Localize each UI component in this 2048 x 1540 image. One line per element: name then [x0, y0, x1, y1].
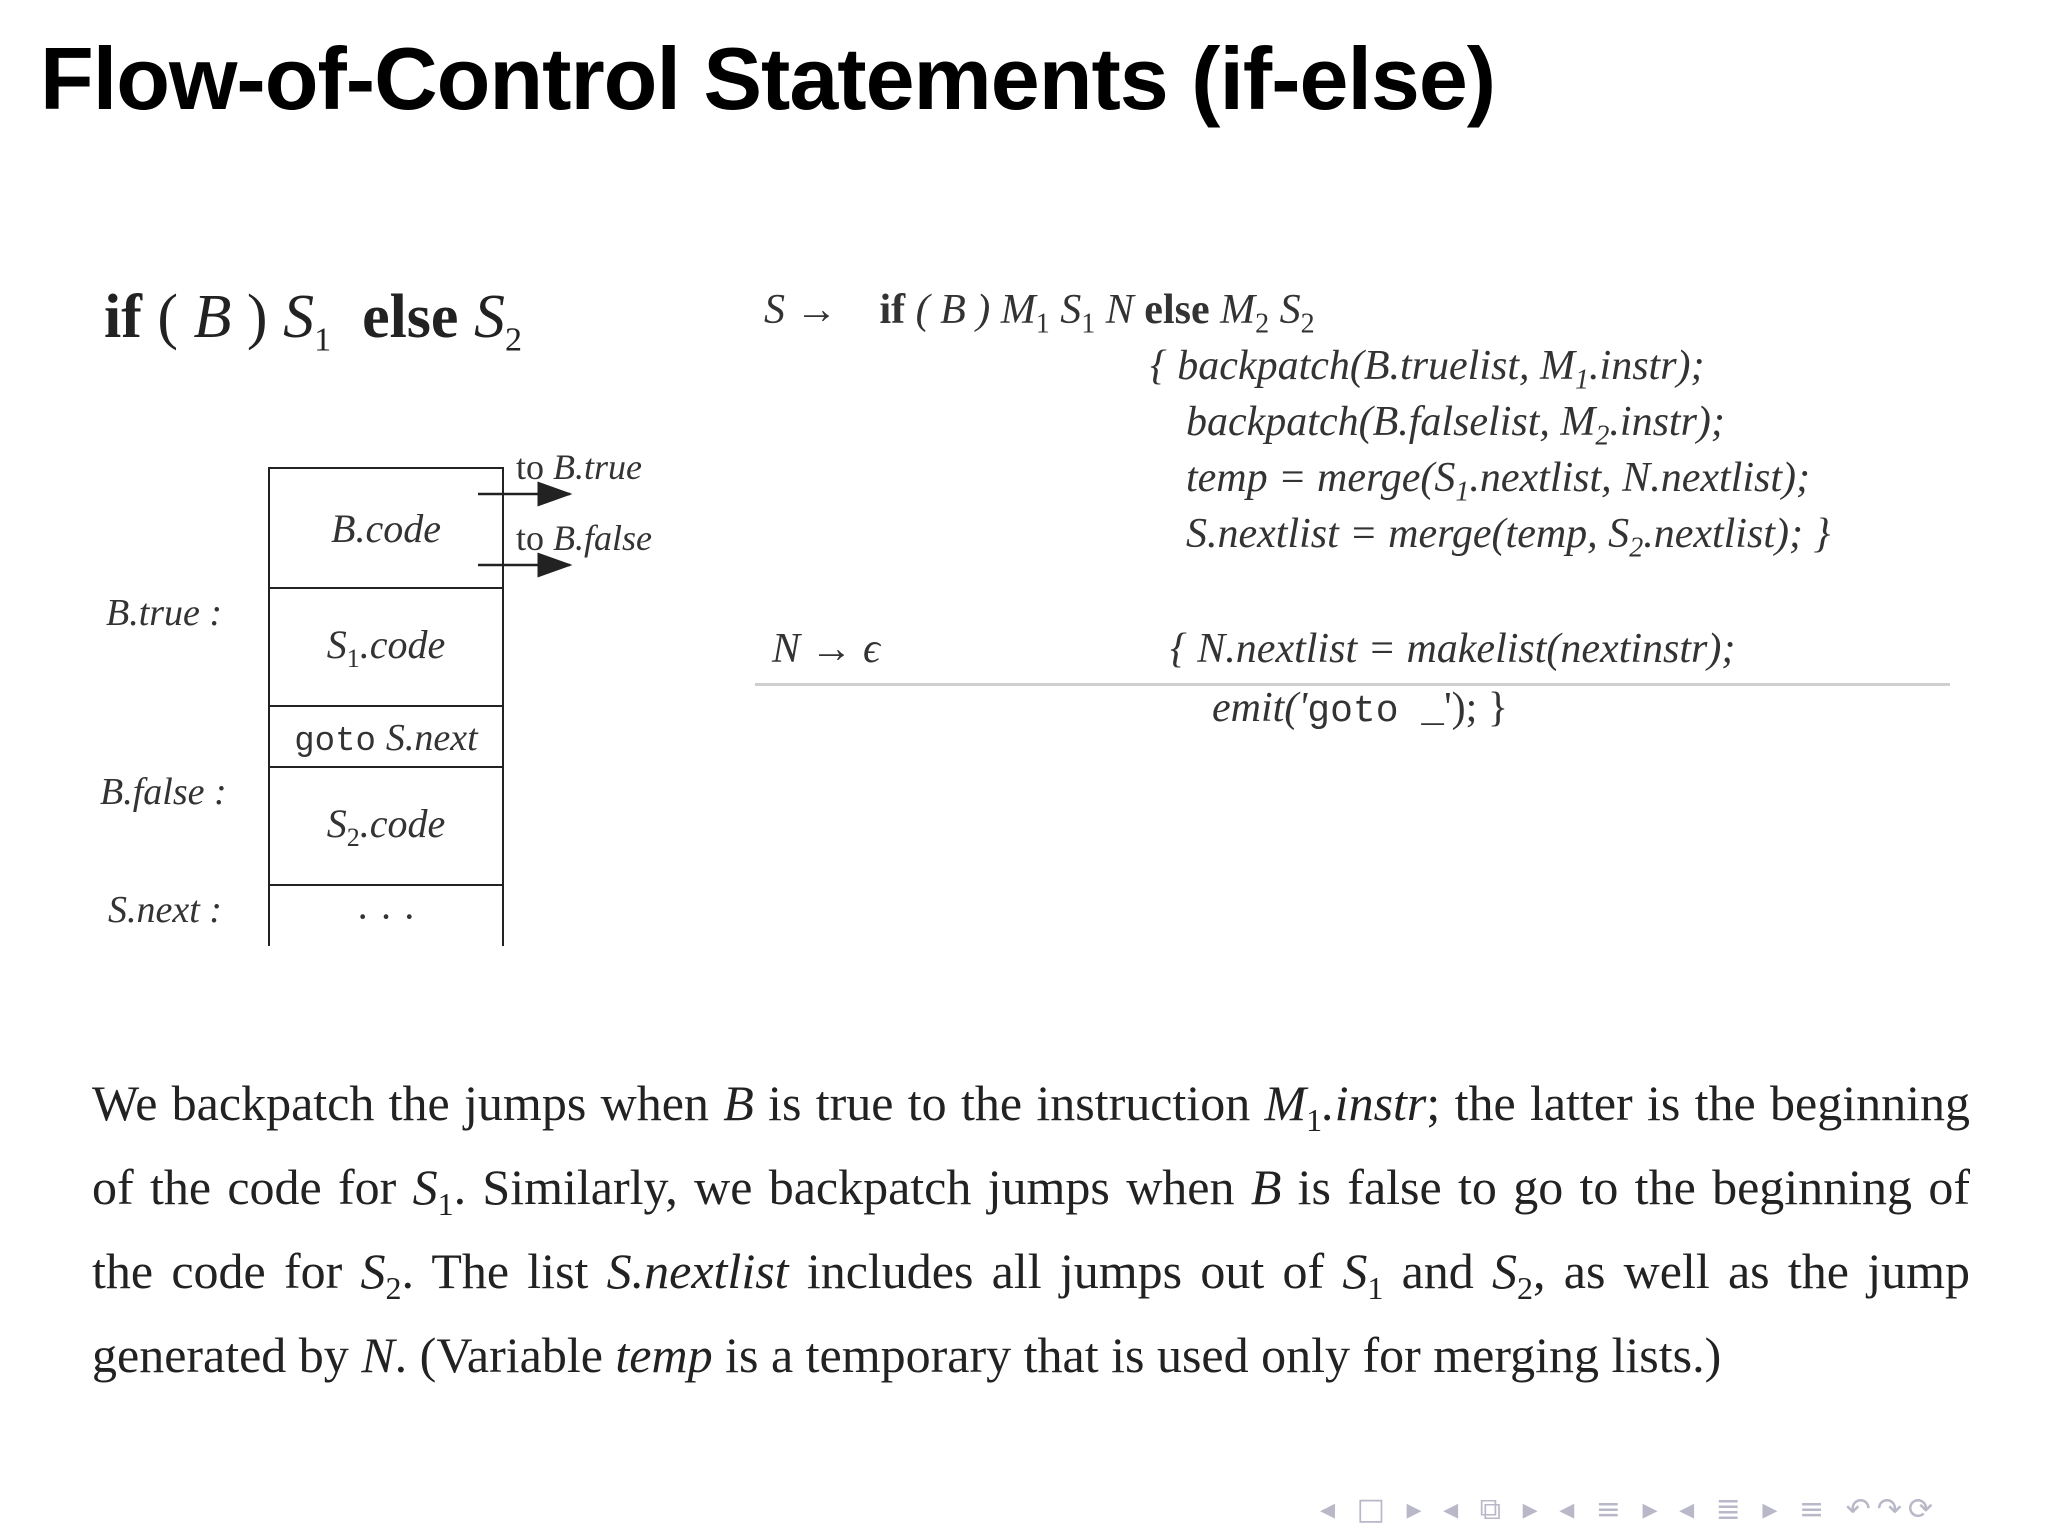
box-bcode-label: B.code	[331, 505, 441, 551]
var-s2: S	[473, 283, 505, 351]
action-line-1: { backpatch(B.truelist, $M_1.instr$);	[1150, 343, 1705, 396]
action-n-line-1: { N.nextlist = makelist(nextinstr);	[1170, 626, 1736, 672]
box-s1code	[268, 587, 504, 707]
action-line-4: S.nextlist = merge(temp, $S_2.nextlist$); }	[1186, 511, 1831, 564]
label-bfalse: B.false :	[100, 771, 227, 813]
arrow-label-true: to B.true	[516, 447, 642, 487]
box-dots	[268, 884, 504, 946]
box-goto-label: goto S.next	[294, 716, 478, 761]
box-goto	[268, 705, 504, 768]
beamer-navigation-bar[interactable]: ◂ □ ▸ ◂ ⧉ ▸ ◂ ≡ ▸ ◂ ≣ ▸ ≡ ↶↷⟳	[1320, 1492, 1940, 1527]
paren-close: )	[246, 283, 268, 351]
var-s1-sub: 1	[314, 321, 332, 359]
var-b: B	[193, 283, 232, 351]
explanation-paragraph: We backpatch the jumps when B is true to the instruction $M_1.instr$; the latter is the beginning of the code for $S_1$. Similarly, we backpatch jumps when B is false to go to the beginning of the code for $S_2$. The list S.nextlist includes all jumps out of $S_1$ and $S_2$, as well as the jump generated by N. (Variable temp is a temporary that is used only for merging lists.)	[92, 1075, 1970, 1383]
var-s2-sub: 2	[504, 321, 522, 359]
box-s2code	[268, 766, 504, 886]
action-line-2: backpatch(B.falselist, $M_2.instr$);	[1186, 399, 1725, 452]
action-n-line-2: emit('goto _'); }	[1212, 685, 1508, 733]
if-else-heading	[104, 282, 522, 359]
kw-if: if	[104, 283, 142, 351]
paren-open: (	[157, 283, 179, 351]
var-s1: S	[283, 283, 315, 351]
label-btrue: B.true :	[106, 592, 223, 634]
action-line-3: temp = $merge(S_1.nextlist$, N.nextlist);	[1186, 455, 1810, 508]
box-dots-label: · · ·	[356, 893, 416, 939]
label-snext: S.next :	[108, 889, 222, 931]
arrow-label-false: to B.false	[516, 518, 652, 558]
kw-else: else	[362, 283, 459, 351]
production-n: N → ϵ	[772, 626, 880, 672]
production-s: S → if ( B ) $M_1$ $S_1$ N else $M_2$ $S_2$	[764, 287, 1315, 340]
slide-title: Flow-of-Control Statements (if-else)	[40, 29, 1496, 128]
box-bcode	[268, 467, 504, 589]
box-s2code-label: $S_2.code$	[326, 800, 446, 852]
box-s1code-label: $S_1.code$	[326, 621, 446, 673]
